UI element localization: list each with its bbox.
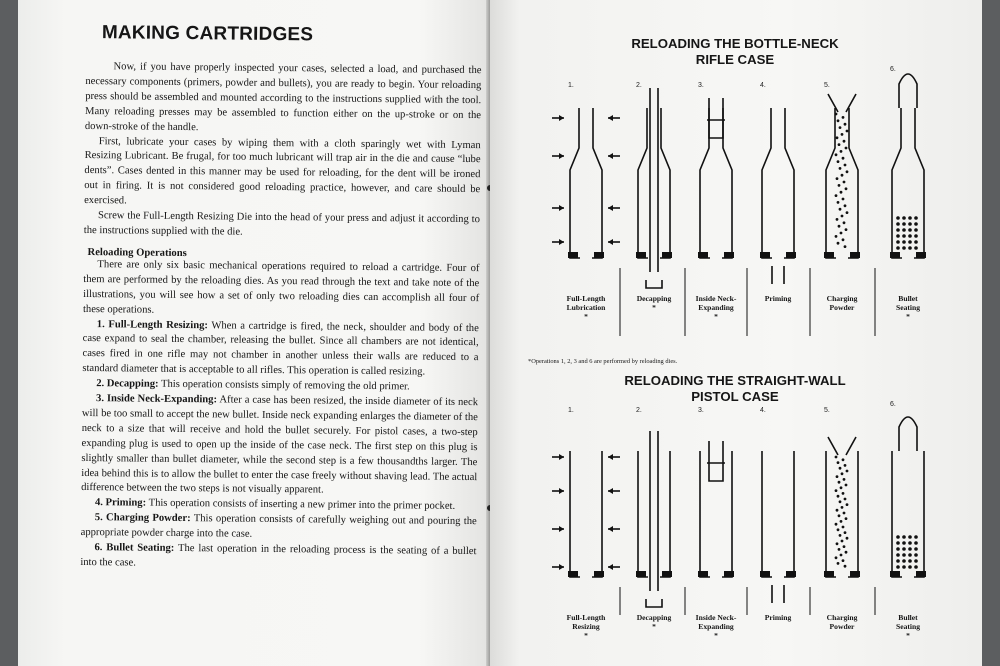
straightwall-diagram (520, 401, 950, 640)
die-operation-marker: * (714, 312, 718, 321)
powder-grain (896, 535, 900, 539)
powder-grain (908, 222, 912, 226)
caption-line: Powder (829, 303, 855, 312)
powder-grain (835, 456, 838, 459)
right-page (490, 0, 982, 666)
powder-grain (842, 157, 845, 160)
powder-grain (902, 541, 906, 545)
caption-line: Inside Neck- (695, 613, 737, 622)
caption-line: Seating (895, 622, 921, 631)
expander-plug (709, 441, 723, 481)
arrow-head (559, 564, 564, 570)
arrow-head (559, 153, 564, 159)
intro-paragraph: Screw the Full-Length Resizing Die into the head of your press and adjust it according to the instructions supplied with the die. (83, 210, 481, 238)
caption-line: Charging (826, 613, 858, 622)
caption-line: Lubrication (566, 303, 606, 312)
step-caption (686, 613, 746, 640)
powder-grain (835, 153, 838, 156)
die-operation-marker: * (652, 303, 656, 312)
powder-grain (842, 116, 845, 119)
powder-grain (896, 541, 900, 545)
powder-grain (896, 565, 900, 569)
case-rim (824, 571, 834, 577)
die-operation-marker: * (652, 622, 656, 631)
operation-item (81, 511, 477, 545)
figure-title: RELOADING THE BOTTLE-NECK (631, 36, 839, 51)
case-wall (892, 451, 924, 577)
powder-grain (837, 562, 840, 565)
caption-line: Decapping (636, 613, 672, 622)
caption-line: Inside Neck- (695, 294, 737, 303)
case-rim (698, 571, 708, 577)
case-rim (636, 252, 646, 258)
powder-grain (836, 509, 839, 512)
powder-grain (908, 228, 912, 232)
step-number: 5. (824, 82, 830, 89)
powder-grain (837, 160, 840, 163)
step-caption (878, 613, 938, 640)
powder-grain (843, 478, 846, 481)
caption-line: Expanding (698, 303, 734, 312)
powder-grain (842, 526, 845, 529)
operations-list (80, 317, 479, 575)
powder-grain (908, 547, 912, 551)
operation-label: 5. Charging Powder: (94, 512, 191, 525)
powder-grain (844, 531, 847, 534)
case-wall (570, 451, 602, 577)
case-rim (568, 252, 578, 258)
step-number: 2. (636, 82, 642, 89)
figure-title: PISTOL CASE (691, 389, 779, 404)
step-caption (556, 613, 616, 640)
case-rim (850, 252, 860, 258)
operation-item (82, 317, 479, 381)
powder-grain (837, 528, 840, 531)
powder-grain (902, 216, 906, 220)
powder-grain (914, 559, 918, 563)
powder-grain (908, 240, 912, 244)
case-illustration (760, 108, 796, 284)
powder-grain (914, 553, 918, 557)
arrow-head (608, 488, 613, 494)
operation-text: The last operation in the reloading process is the seating of a bullet into the case. (80, 543, 477, 569)
powder-grain (845, 228, 848, 231)
powder-grain (902, 222, 906, 226)
powder-grain (835, 235, 838, 238)
operation-text: After a case has been resized, the inside diameter of its neck will be too small to accept the new bullet. Inside neck expanding enlarges the diameter of the neck to a size that will receive and hold the bullet securely. For pistol cases, a two-step expanding plug is used to open up the inside of the case neck. The first step on this plug is slightly smaller than bullet diameter, while the second step is a few thousandths larger. The idea behind this is to allow the bullet to enter the case freely without shaving lead. The actual difference between the two steps is not visually apparent. (81, 394, 479, 496)
case-illustration (636, 88, 672, 288)
powder-grain (838, 481, 841, 484)
case-rim (786, 252, 796, 258)
case-wall (762, 108, 794, 258)
case-rim (786, 571, 796, 577)
case-rim (724, 571, 734, 577)
powder-grain (840, 232, 843, 235)
arrow-head (608, 454, 613, 460)
powder-grain (840, 520, 843, 523)
powder-grain (842, 492, 845, 495)
step-number: 4. (760, 407, 766, 414)
section-subheading: Reloading Operations (87, 246, 187, 259)
caption-line: Bullet (898, 294, 918, 303)
powder-funnel (828, 437, 856, 455)
powder-grain (835, 489, 838, 492)
decapping-rod (650, 431, 658, 591)
powder-grain (914, 240, 918, 244)
powder-grain (846, 170, 849, 173)
powder-grain (845, 484, 848, 487)
powder-grain (902, 246, 906, 250)
powder-grain (843, 181, 846, 184)
powder-grain (835, 194, 838, 197)
diagram-svg (520, 405, 950, 635)
case-rim (850, 571, 860, 577)
powder-grain (841, 506, 844, 509)
case-rim (662, 252, 672, 258)
powder-grain (902, 240, 906, 244)
powder-grain (838, 184, 841, 187)
powder-grain (896, 228, 900, 232)
case-rim (760, 571, 770, 577)
step-caption (748, 294, 808, 303)
powder-grain (914, 228, 918, 232)
powder-grain (842, 238, 845, 241)
powder-grain (842, 458, 845, 461)
step-number: 3. (698, 82, 704, 89)
die-operation-marker: * (584, 312, 588, 321)
powder-grain (846, 537, 849, 540)
left-page-text (80, 22, 482, 575)
powder-grain (836, 542, 839, 545)
step-caption (624, 294, 684, 312)
arrow-head (608, 153, 613, 159)
powder-grain (914, 222, 918, 226)
case-wall (638, 451, 670, 577)
operation-label: 1. Full-Length Resizing: (96, 318, 209, 331)
powder-grain (844, 464, 847, 467)
powder-grain (844, 204, 847, 207)
powder-grain (908, 246, 912, 250)
expander-plug (709, 98, 723, 138)
case-illustration (636, 431, 672, 607)
powder-grain (836, 218, 839, 221)
bullet (899, 417, 917, 451)
powder-grain (844, 498, 847, 501)
powder-grain (836, 136, 839, 139)
bullet (899, 74, 917, 108)
powder-grain (843, 545, 846, 548)
caption-line: Powder (829, 622, 855, 631)
powder-grain (845, 147, 848, 150)
bottleneck-diagram (520, 68, 950, 356)
case-rim (636, 571, 646, 577)
case-rim (890, 571, 900, 577)
arrow-head (559, 205, 564, 211)
powder-grain (896, 222, 900, 226)
powder-grain (838, 548, 841, 551)
step-number: 6. (890, 401, 896, 408)
powder-grain (846, 470, 849, 473)
step-number: 3. (698, 407, 704, 414)
powder-grain (846, 211, 849, 214)
powder-grain (837, 119, 840, 122)
powder-grain (914, 565, 918, 569)
powder-grain (914, 547, 918, 551)
case-illustration (552, 451, 620, 577)
powder-grain (839, 500, 842, 503)
powder-grain (837, 461, 840, 464)
powder-grain (914, 541, 918, 545)
operation-text: This operation consists of inserting a new primer into the primer pocket. (146, 498, 456, 513)
step-caption (812, 294, 872, 312)
powder-grain (839, 126, 842, 129)
powder-grain (914, 234, 918, 238)
case-rim (594, 571, 604, 577)
case-illustration (824, 437, 860, 577)
operation-text: This operation consists of carefully weighing out and pouring the appropriate powder charge into the case. (80, 513, 477, 540)
case-wall (700, 108, 732, 258)
powder-grain (838, 514, 841, 517)
caption-line: Charging (826, 294, 858, 303)
powder-grain (843, 221, 846, 224)
case-rim (724, 252, 734, 258)
powder-grain (845, 517, 848, 520)
intro-paragraph: First, lubricate your cases by wiping them with a cloth sparingly wet with Lyman Resizing Lubricant. Be frugal, for too much lubricant will trap air in the die and cause “lube dents”. Cases dented in this manner may be used for reloading, for the dent will be ironed out in firing. It is not considered good reloading practice, however, and care should be exercised. (84, 135, 481, 207)
powder-grain (841, 540, 844, 543)
powder-grain (914, 216, 918, 220)
arrow-head (608, 564, 613, 570)
caption-line: Priming (764, 294, 792, 303)
case-rim (760, 252, 770, 258)
powder-grain (840, 150, 843, 153)
left-page (18, 0, 490, 666)
arrow-head (559, 239, 564, 245)
powder-grain (837, 201, 840, 204)
powder-grain (896, 234, 900, 238)
powder-grain (908, 535, 912, 539)
operation-label: 3. Inside Neck-Expanding: (95, 393, 218, 406)
powder-grain (902, 559, 906, 563)
powder-grain (841, 472, 844, 475)
powder-grain (840, 486, 843, 489)
figure-bottleneck (520, 36, 950, 365)
powder-grain (836, 475, 839, 478)
powder-grain (896, 553, 900, 557)
step-number: 5. (824, 407, 830, 414)
powder-grain (844, 565, 847, 568)
step-number: 1. (568, 407, 574, 414)
powder-grain (841, 174, 844, 177)
step-number: 2. (636, 407, 642, 414)
powder-grain (836, 177, 839, 180)
powder-grain (902, 535, 906, 539)
arrow-head (608, 115, 613, 121)
powder-grain (902, 553, 906, 557)
case-wall (826, 108, 858, 258)
die-operation-marker: * (584, 631, 588, 640)
case-illustration (698, 98, 734, 258)
case-rim (594, 252, 604, 258)
operation-text: When a cartridge is fired, the neck, shoulder and body of the case expand to seal the chamber, releasing the bullet. Since all chambers are not identical, cases fired in one rifle may not chamber in another unless their walls are reduced to a standard diameter that is acceptable to all rifles. This operation is called resizing. (82, 319, 479, 378)
powder-grain (846, 130, 849, 133)
step-caption (812, 613, 872, 631)
operation-label: 6. Bullet Seating: (94, 542, 175, 555)
case-wall (762, 451, 794, 577)
caption-line: Seating (895, 303, 921, 312)
powder-grain (839, 208, 842, 211)
powder-grain (845, 551, 848, 554)
powder-grain (843, 140, 846, 143)
powder-grain (842, 198, 845, 201)
arrow-head (608, 526, 613, 532)
powder-grain (837, 242, 840, 245)
case-rim (824, 252, 834, 258)
operation-item (81, 392, 478, 500)
caption-line: Priming (764, 613, 792, 622)
powder-grain (896, 559, 900, 563)
spent-primer (646, 280, 662, 288)
powder-grain (841, 215, 844, 218)
step-caption (624, 613, 684, 631)
caption-line: Decapping (636, 294, 672, 303)
case-illustration (824, 94, 860, 258)
powder-grain (845, 187, 848, 190)
powder-grain (835, 113, 838, 116)
powder-grain (844, 245, 847, 248)
case-rim (916, 571, 926, 577)
operation-label: 2. Decapping: (96, 378, 159, 390)
arrow-head (608, 239, 613, 245)
powder-grain (842, 559, 845, 562)
case-rim (662, 571, 672, 577)
powder-grain (835, 523, 838, 526)
arrow-head (559, 488, 564, 494)
powder-funnel (828, 94, 856, 112)
powder-grain (902, 228, 906, 232)
powder-grain (896, 246, 900, 250)
powder-grain (839, 467, 842, 470)
powder-grain (843, 512, 846, 515)
decapping-rod (650, 88, 658, 272)
spent-primer (646, 599, 662, 607)
page-heading: MAKING CARTRIDGES (101, 22, 314, 46)
powder-grain (908, 234, 912, 238)
powder-grain (908, 559, 912, 563)
step-number: 4. (760, 82, 766, 89)
powder-grain (839, 534, 842, 537)
powder-grain (896, 547, 900, 551)
powder-grain (839, 167, 842, 170)
powder-grain (896, 240, 900, 244)
case-rim (568, 571, 578, 577)
figure-footnote: *Operations 1, 2, 3 and 6 are performed by reloading dies. (528, 358, 678, 365)
powder-grain (835, 556, 838, 559)
step-caption (748, 613, 808, 622)
case-rim (698, 252, 708, 258)
case-wall (570, 108, 602, 258)
powder-grain (908, 541, 912, 545)
case-wall (638, 108, 670, 258)
powder-grain (902, 547, 906, 551)
operation-label: 4. Priming: (94, 497, 147, 510)
case-illustration (552, 108, 620, 258)
caption-line: Bullet (898, 613, 918, 622)
case-illustration (890, 74, 926, 258)
caption-line: Expanding (698, 622, 734, 631)
case-illustration (698, 441, 734, 577)
caption-line: Resizing (572, 622, 600, 631)
powder-grain (846, 503, 849, 506)
intro-paragraph: Now, if you have properly inspected your cases, selected a load, and purchased the necessary components (primers, powder and bullets), you are ready to begin. Your reloading press should be assembled and mounted according to the instructions supplied with the tool. Many reloading presses may be assembled to function either on the up-stroke or on the down-stroke of the handle. (84, 61, 482, 133)
die-operation-marker: * (714, 631, 718, 640)
primer-punch (772, 266, 784, 284)
powder-grain (840, 191, 843, 194)
powder-grain (844, 123, 847, 126)
arrow-head (559, 115, 564, 121)
operation-item (80, 541, 476, 575)
powder-grain (837, 495, 840, 498)
arrow-head (559, 526, 564, 532)
powder-grain (908, 553, 912, 557)
step-caption (556, 294, 616, 321)
caption-line: Full-Length (566, 613, 606, 622)
case-illustration (890, 417, 926, 577)
powder-grain (838, 143, 841, 146)
powder-grain (902, 234, 906, 238)
primer-punch (772, 585, 784, 603)
die-operation-marker: * (906, 631, 910, 640)
step-caption (878, 294, 938, 321)
right-page-figures (520, 36, 950, 640)
powder-grain (908, 216, 912, 220)
powder-grain (841, 133, 844, 136)
step-caption (686, 294, 746, 321)
figure-title: RELOADING THE STRAIGHT-WALL (624, 373, 846, 388)
die-operation-marker: * (906, 312, 910, 321)
case-illustration (760, 451, 796, 603)
operations-intro: There are only six basic mechanical operations required to reload a cartridge. Four of them are performed by the reloading dies. As you read through the text and take note of the illustrations, you will see how a set of only two reloading dies can accomplish all four of these operations. (82, 259, 480, 316)
case-wall (826, 451, 858, 577)
case-rim (916, 252, 926, 258)
figure-straightwall (520, 373, 950, 640)
step-number: 6. (890, 66, 896, 73)
operation-text: This operation consists simply of removing the old primer. (158, 378, 410, 393)
figure-title: RIFLE CASE (695, 52, 775, 67)
powder-grain (838, 225, 841, 228)
step-number: 1. (568, 82, 574, 89)
powder-grain (914, 535, 918, 539)
arrow-head (608, 205, 613, 211)
case-rim (890, 252, 900, 258)
powder-grain (896, 216, 900, 220)
powder-grain (902, 565, 906, 569)
arrow-head (559, 454, 564, 460)
case-wall (700, 451, 732, 577)
powder-grain (914, 246, 918, 250)
powder-grain (840, 554, 843, 557)
powder-grain (908, 565, 912, 569)
caption-line: Full-Length (566, 294, 606, 303)
powder-grain (844, 164, 847, 167)
